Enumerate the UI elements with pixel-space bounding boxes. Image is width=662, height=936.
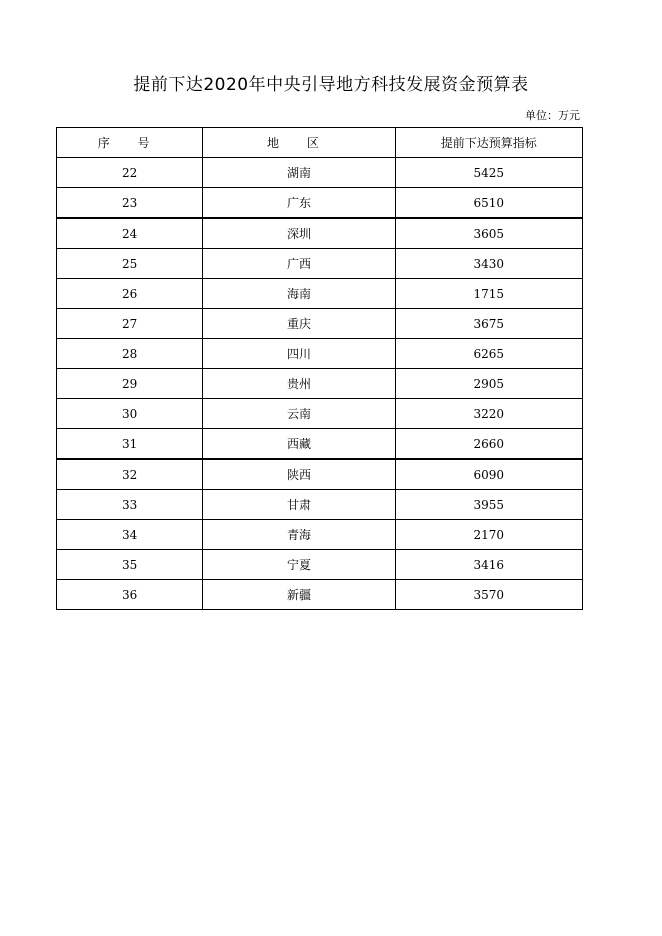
table-row (57, 459, 583, 490)
cell-region: 四川 (203, 339, 395, 369)
cell-region: 陕西 (203, 459, 395, 490)
cell-seq: 35 (57, 550, 203, 580)
cell-amount: 6510 (395, 188, 582, 219)
table-row (57, 520, 583, 550)
cell-amount: 2170 (395, 520, 582, 550)
cell-seq: 24 (57, 218, 203, 249)
cell-amount: 3605 (395, 218, 582, 249)
cell-seq: 34 (57, 520, 203, 550)
unit-label: 单位：万元 (525, 109, 580, 122)
cell-seq: 31 (57, 429, 203, 460)
cell-amount: 5425 (395, 158, 582, 188)
table-row (57, 188, 583, 219)
table-header-row (57, 128, 583, 158)
budget-table (56, 127, 583, 610)
table-row (57, 550, 583, 580)
header-amount: 提前下达预算指标 (395, 128, 582, 158)
cell-region: 青海 (203, 520, 395, 550)
header-seq: 序 号 (57, 128, 203, 158)
cell-seq: 36 (57, 580, 203, 610)
cell-amount: 3675 (395, 309, 582, 339)
cell-amount: 6265 (395, 339, 582, 369)
cell-region: 深圳 (203, 218, 395, 249)
table-row (57, 490, 583, 520)
table-row (57, 279, 583, 309)
cell-region: 贵州 (203, 369, 395, 399)
cell-region: 新疆 (203, 580, 395, 610)
cell-amount: 2660 (395, 429, 582, 460)
table-row (57, 218, 583, 249)
cell-amount: 3220 (395, 399, 582, 429)
cell-seq: 22 (57, 158, 203, 188)
cell-seq: 32 (57, 459, 203, 490)
cell-region: 西藏 (203, 429, 395, 460)
table-row (57, 369, 583, 399)
cell-amount: 6090 (395, 459, 582, 490)
cell-seq: 26 (57, 279, 203, 309)
page-title: 提前下达2020年中央引导地方科技发展资金预算表 (133, 75, 529, 95)
cell-amount: 3955 (395, 490, 582, 520)
cell-region: 广西 (203, 249, 395, 279)
table-row (57, 309, 583, 339)
cell-region: 甘肃 (203, 490, 395, 520)
cell-seq: 30 (57, 399, 203, 429)
table-row (57, 158, 583, 188)
cell-seq: 28 (57, 339, 203, 369)
cell-amount: 2905 (395, 369, 582, 399)
cell-region: 海南 (203, 279, 395, 309)
header-region: 地 区 (203, 128, 395, 158)
cell-region: 宁夏 (203, 550, 395, 580)
cell-amount: 3570 (395, 580, 582, 610)
cell-region: 湖南 (203, 158, 395, 188)
cell-seq: 25 (57, 249, 203, 279)
table-row (57, 249, 583, 279)
cell-amount: 3416 (395, 550, 582, 580)
cell-seq: 27 (57, 309, 203, 339)
cell-region: 云南 (203, 399, 395, 429)
table-row (57, 339, 583, 369)
cell-amount: 3430 (395, 249, 582, 279)
cell-seq: 33 (57, 490, 203, 520)
cell-region: 广东 (203, 188, 395, 219)
table-row (57, 429, 583, 460)
cell-region: 重庆 (203, 309, 395, 339)
cell-amount: 1715 (395, 279, 582, 309)
cell-seq: 29 (57, 369, 203, 399)
cell-seq: 23 (57, 188, 203, 219)
table-row (57, 399, 583, 429)
table-row (57, 580, 583, 610)
